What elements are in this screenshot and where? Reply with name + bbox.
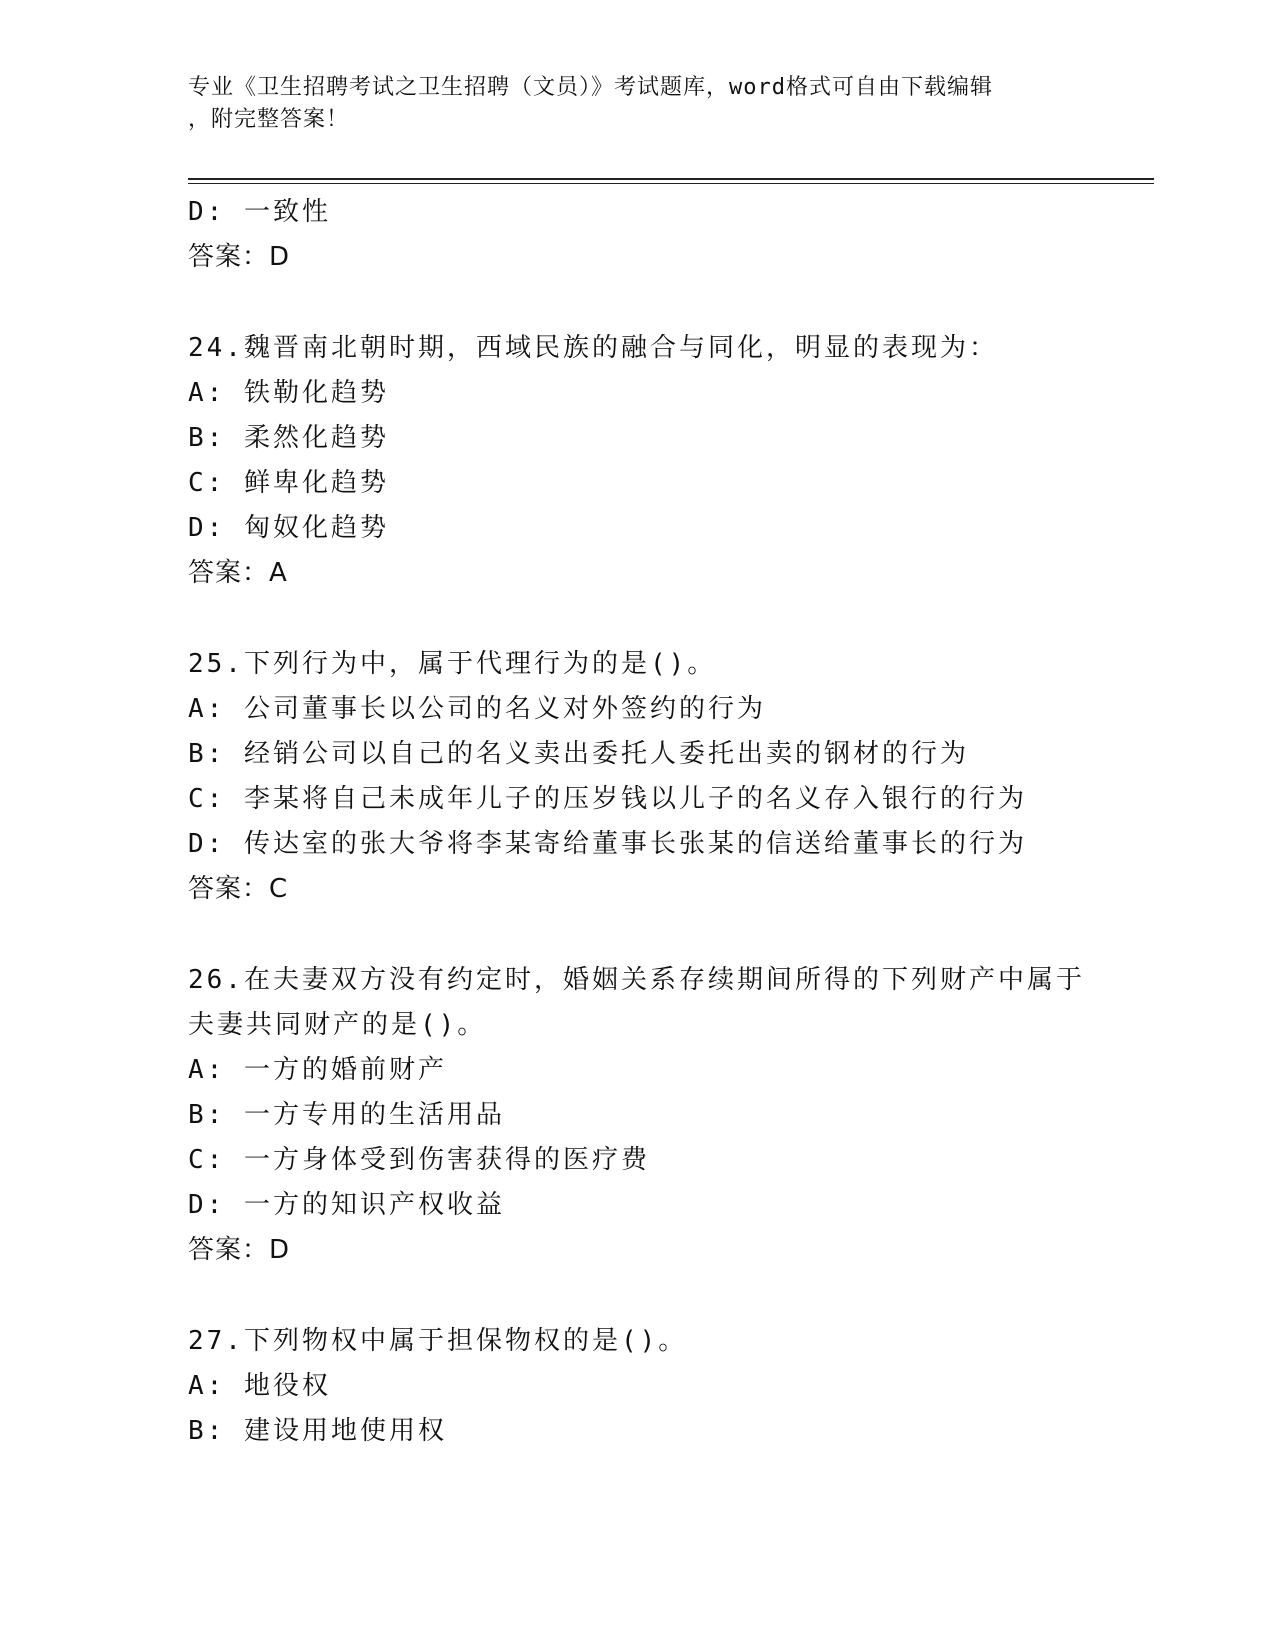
question-26 [188,958,1148,1273]
question-23-tail [188,190,1148,280]
document-header [188,72,1088,136]
answer: 答案：D [188,1235,291,1265]
question-stem-line-2: 夫妻共同财产的是()。 [188,1010,487,1040]
option-b: B: 建设用地使用权 [188,1416,447,1446]
answer: 答案：C [188,874,289,904]
header-rule-thick [188,178,1154,180]
question-24 [188,326,1148,596]
header-line-1: 专业《卫生招聘考试之卫生招聘（文员）》考试题库，word格式可自由下载编辑 [188,75,993,100]
option-b: B: 一方专用的生活用品 [188,1100,505,1130]
option-b: B: 柔然化趋势 [188,423,389,453]
option-a: A: 地役权 [188,1371,331,1401]
question-25 [188,642,1148,912]
question-27 [188,1319,1148,1454]
option-d: D: 一致性 [188,197,331,227]
question-list [188,190,1148,1454]
option-c: C: 李某将自己未成年儿子的压岁钱以儿子的名义存入银行的行为 [188,784,1027,814]
option-d: D: 传达室的张大爷将李某寄给董事长张某的信送给董事长的行为 [188,829,1027,859]
option-c: C: 一方身体受到伤害获得的医疗费 [188,1145,650,1175]
answer: 答案：A [188,558,288,588]
answer: 答案：D [188,242,291,272]
question-stem: 25.下列行为中，属于代理行为的是()。 [188,649,717,679]
option-a: A: 公司董事长以公司的名义对外签约的行为 [188,694,766,724]
question-stem-line-1: 26.在夫妻双方没有约定时，婚姻关系存续期间所得的下列财产中属于 [188,965,1085,995]
header-rule-thin [188,183,1154,184]
option-d: D: 一方的知识产权收益 [188,1190,505,1220]
header-line-2: ，附完整答案！ [188,107,350,132]
option-a: A: 铁勒化趋势 [188,378,389,408]
question-stem: 24.魏晋南北朝时期，西域民族的融合与同化，明显的表现为： [188,333,998,363]
option-d: D: 匈奴化趋势 [188,513,389,543]
option-b: B: 经销公司以自己的名义卖出委托人委托出卖的钢材的行为 [188,739,969,769]
option-a: A: 一方的婚前财产 [188,1055,447,1085]
option-c: C: 鲜卑化趋势 [188,468,389,498]
question-stem: 27.下列物权中属于担保物权的是()。 [188,1326,688,1356]
